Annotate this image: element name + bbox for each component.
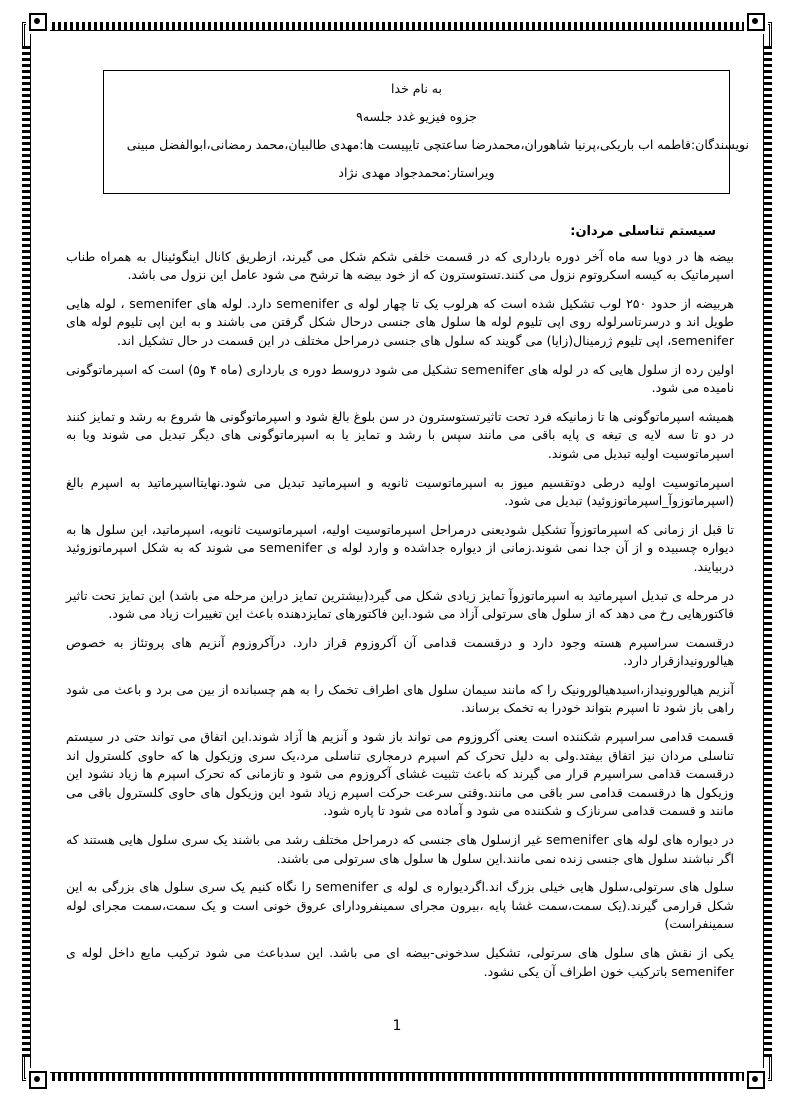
border-band-left [22,46,30,1057]
header-box [103,70,749,194]
authors-line: نویسندگان:فاطمه اب باریکی،پرنیا شاهوران،محمدرضا ساعتچی تایپیست ها:مهدی طالبیان،محمد رمضانی،ابوالفضل مبینی [126,137,749,152]
corner-ornament-icon [744,1068,768,1092]
editor-line: ویراستار:محمدجواد مهدی نژاد [338,165,495,180]
paragraph: تا قبل از زمانی که اسپرماتوزوآ تشکیل شودیعنی درمراحل اسپرماتوسیت اولیه، اسپرماتوسیت ثانویه، اسپرماتید، این سلول ها به دیواره چسبیده و از آن جدا نمی شوند.زمانی از دیواره جداشده و وارد لوله ی semenifer می شوند که به شکل اسپرماتوزوئید دربیایند. [66,521,734,574]
paragraph: هربیضه از حدود ۲۵۰ لوب تشکیل شده است که هرلوب یک تا چهار لوله ی semenifer دارد. لوله های semenifer ، لوله هایی طویل اند و درسرتاسرلوله روی اپی تلیوم لوله ها سلول های جنسی درحال شکل گرفتن می باشند و به این اپی تلیوم لوله های semenifer، اپی تلیوم ژرمینال(زایا) می گویند که سلول های جنسی درمراحل مختلف در این قسمت در حال تشکیل اند. [66,295,735,348]
paragraph: آنزیم هیالورونیداز،اسیدهیالورونیک را که مانند سیمان سلول های اطراف تخمک را به هم چسبانده از بین می برد و باعث می شود راهی باز شود تا اسپرم بتواند خودرا به تخمک برساند. [66,681,734,716]
paragraph: اسپرماتوسیت اولیه درطی دوتقسیم میوز به اسپرماتوسیت ثانویه و اسپرماتید تبدیل می شود.نهایتااسپرماتید به اسپرم بالغ (اسپرماتوزوآ_اسپرماتوزوئید) تبدیل می شود. [66,474,734,509]
paragraph: سلول های سرتولی،سلول هایی خیلی بزرگ اند.اگردیواره ی لوله ی semenifer را نگاه کنیم یک سری سلول های بزرگی به این شکل قرارمی گیرند.(یک سمت،سمت غشا پایه ،بیرون مجرای سمینفرودارای عروق خونی است و یک سمت،سمت مجرای لوله سمینفراست) [66,879,734,932]
corner-ornament-icon [26,10,50,34]
paragraph: همیشه اسپرماتوگونی ها تا زمانیکه فرد تحت تاثیرتستوسترون در سن بلوغ بالغ شود و اسپرماتوگونی ها شروع به رشد و تمایز کنند در دو تا سه لایه ی تیغه ی پایه باقی می مانند سپس با رشد و تمایز یا به اسپرماتوگونی های دیگر تبدیل می شوند ویا به اسپرماتوسیت اولیه تبدیل می شوند. [66,408,734,461]
paragraph: در دیواره های لوله های semenifer غیر ازسلول های جنسی که درمراحل مختلف رشد می باشند یک سری سلول هایی هستند که اگر نباشند سلول های جنسی زنده نمی مانند.این سلول ها سلول های سرتولی می باشند. [66,832,734,866]
corner-ornament-icon [26,1068,50,1092]
document-title: جزوه فیزیو غدد جلسه۹ [356,109,477,124]
border-band-right [764,46,772,1057]
corner-ornament-icon [744,10,768,34]
bismillah: به نام خدا [391,81,442,96]
paragraph: درقسمت سراسپرم هسته وجود دارد و درقسمت قدامی آن آکروزوم قراز دارد. درآکروزوم آنزیم های پروتئاز به خصوص هیالورونیدازقرار دارد. [66,634,734,669]
border-band-bottom [46,1073,748,1081]
border-band-top [46,22,748,30]
paragraph: قسمت قدامی سراسپرم شکننده است یعنی آکروزوم می تواند باز شود و آنزیم ها آزاد شوند.این اتفاق می تواند حتی در سیستم تناسلی مردان نیز اتفاق بیفتد.ولی به دلیل تحرک کم اسپرم درمجاری تناسلی مرد،یک سری وزیکول ها که حاوی کلسترول اند درقسمت قدامی سراسپرم قرار می گیرند که باعث تثبیت غشای آکروزوم می شود و تازمانی که تحرک اسپرم ها زیاد نشود این وزیکول ها درقسمت قدامی سر باقی می مانند.وقتی سرعت حرکت اسپرم زیاد شود این وزیکول های حاوی کلسترول باقی می مانند و قسمت قدامی سرنازک و شکننده می شود و آماده می شود تا پاره شود. [66,729,734,819]
paragraph: یکی از نقش های سلول های سرتولی، تشکیل سدخونی-بیضه ای می باشد. این سدباعث می شود ترکیب مایع داخل لوله ی semenifer باترکیب خون اطراف آن یکی نشود. [66,945,734,979]
paragraph: بیضه ها در دویا سه ماه آخر دوره بارداری که در قسمت خلفی شکم شکل می گیرند، ازطریق کانال اینگوئینال به همراه طناب اسپرماتیک به کیسه اسکروتوم نزول می کنند.تستوسترون که از خود بیضه ها ترشح می شود عامل این نزول می باشد. [66,248,734,283]
page-number: 1 [392,1018,402,1034]
section-title: سیستم تناسلی مردان: [570,224,716,239]
paragraph: اولین رده از سلول هایی که در لوله های semenifer تشکیل می شود دروسط دوره ی بارداری (ماه ۴ و۵) است که اسپرماتوگونی نامیده می شود. [66,361,734,396]
paragraph: در مرحله ی تبدیل اسپرماتید به اسپرماتوزوآ تمایز زیادی شکل می گیرد(بیشترین تمایز دراین مرحله می باشد) این تمایز تحت تاثیر فاکتورهایی رخ می دهد که از سلول های سرتولی آزاد می شود.این فاکتورهای تمایزدهنده باعث این تغییرات زیاد می شود. [66,587,734,622]
document-body [66,223,734,991]
